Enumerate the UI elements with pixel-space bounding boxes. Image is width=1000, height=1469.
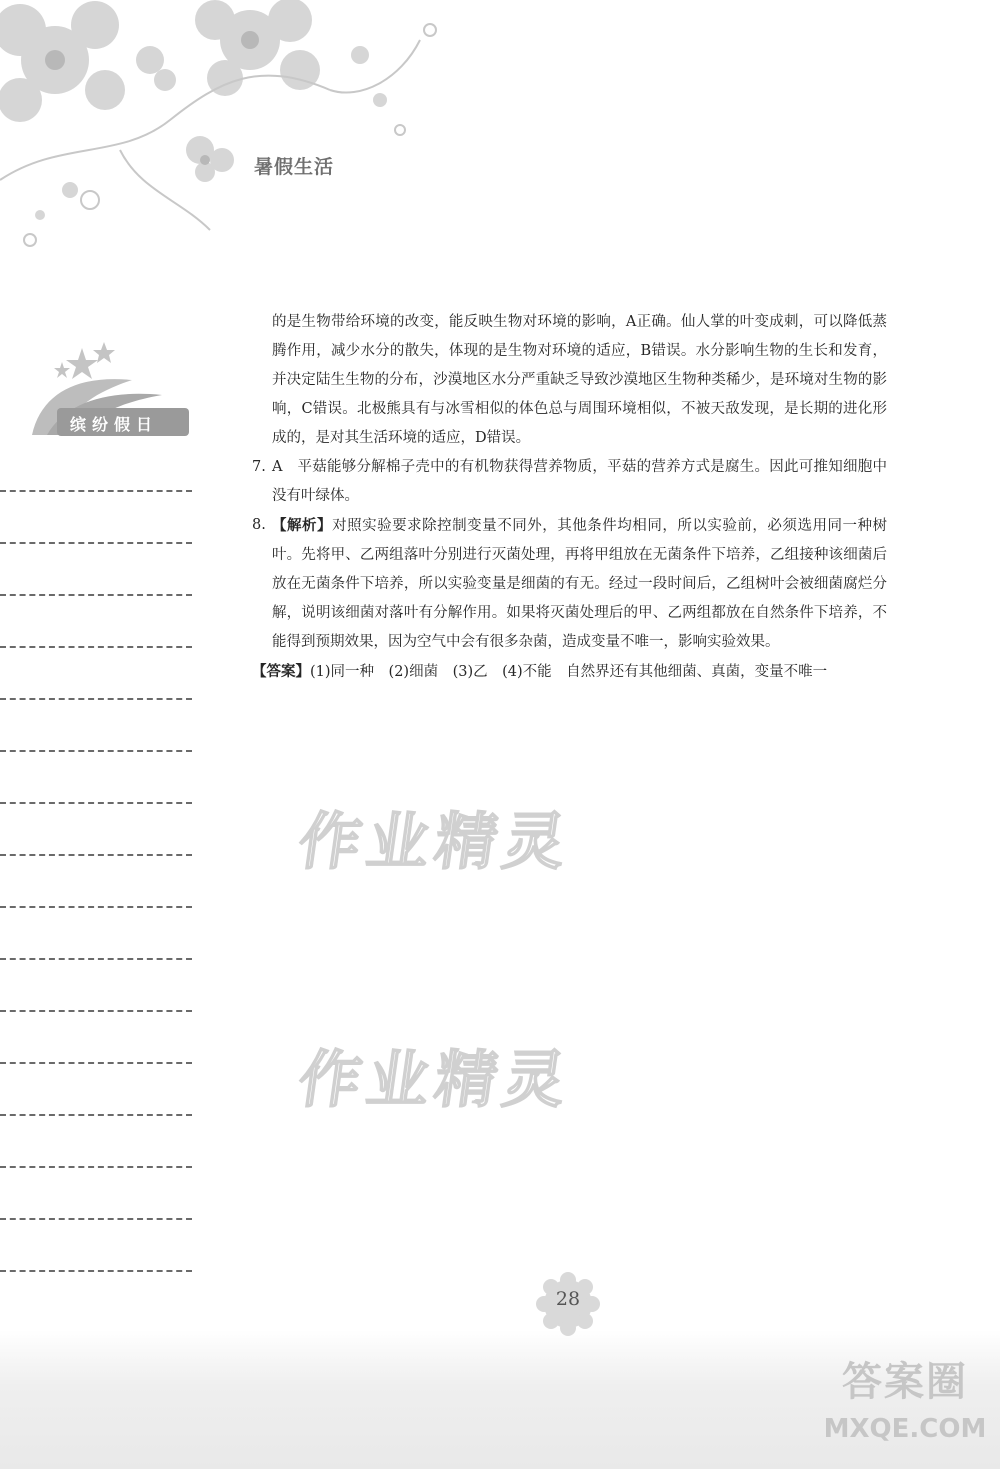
header-title: 暑假生活: [254, 156, 335, 178]
answer-content: [252, 308, 887, 687]
answer-text: (1)同一种 (2)细菌 (3)乙 (4)不能 自然界还有其他细菌、真菌，变量不唯一: [310, 664, 828, 680]
sidebar-badge-label: 缤纷假日: [70, 415, 159, 434]
note-line: [0, 1116, 192, 1168]
note-line: [0, 1012, 192, 1064]
answer-label: 【答案】: [252, 663, 310, 680]
item-text: A 平菇能够分解棉子壳中的有机物获得营养物质，平菇的营养方式是腐生。因此可推知细胞中没有叶绿体。: [272, 459, 887, 504]
item-number: 7.: [252, 459, 266, 475]
note-lines: [0, 440, 192, 1272]
analysis-label: 【解析】: [272, 517, 333, 534]
note-line: [0, 1064, 192, 1116]
analysis-text: 对照实验要求除控制变量不同外，其他条件均相同，所以实验前，必须选用同一种树叶。先将甲、乙两组落叶分别进行灭菌处理，再将甲组放在无菌条件下培养，乙组接种该细菌后放在无菌条件下培养，所以实验变量是细菌的有无。经过一段时间后，乙组树叶会被细菌腐烂分解，说明该细菌对落叶有分解作用。如果将灭菌处理后的甲、乙两组都放在自然条件下培养，不能得到预期效果，因为空气中会有很多杂菌，造成变量不唯一，影响实验效果。: [272, 518, 888, 650]
note-line: [0, 648, 192, 700]
site-watermark-url: MXQE.COM: [823, 1414, 987, 1444]
note-line: [0, 856, 192, 908]
note-line: [0, 752, 192, 804]
paragraph-continuation: 的是生物带给环境的改变，能反映生物对环境的影响，A正确。仙人掌的叶变成刺，可以降低蒸腾作用，减少水分的散失，体现的是生物对环境的适应，B错误。水分影响生物的生长和发育，并决定陆生生物的分布，沙漠地区水分严重缺乏导致沙漠地区生物种类稀少，是环境对生物的影响，C错误。北极熊具有与冰雪相似的体色总与周围环境相似，不被天敌发现，是长期的进化形成的，是对其生活环境的适应，D错误。: [272, 314, 887, 446]
item-number: 8.: [252, 517, 266, 533]
site-watermark: [815, 1352, 995, 1446]
note-line: [0, 700, 192, 752]
item-8: [252, 511, 887, 657]
note-line: [0, 908, 192, 960]
floral-decoration: [0, 0, 460, 270]
note-line: [0, 596, 192, 648]
note-line: [0, 960, 192, 1012]
note-line: [0, 440, 192, 492]
note-line: [0, 1168, 192, 1220]
site-watermark-name: 答案圈: [842, 1359, 968, 1405]
note-line: [0, 492, 192, 544]
answer-line: [252, 657, 887, 687]
watermark: 作业精灵: [294, 1043, 577, 1116]
item-body: [272, 511, 887, 657]
note-line: [0, 544, 192, 596]
note-line: [0, 1220, 192, 1272]
watermark: 作业精灵: [294, 805, 577, 878]
item-7: [252, 453, 887, 511]
page-number: 28: [555, 1288, 581, 1310]
note-line: [0, 804, 192, 856]
